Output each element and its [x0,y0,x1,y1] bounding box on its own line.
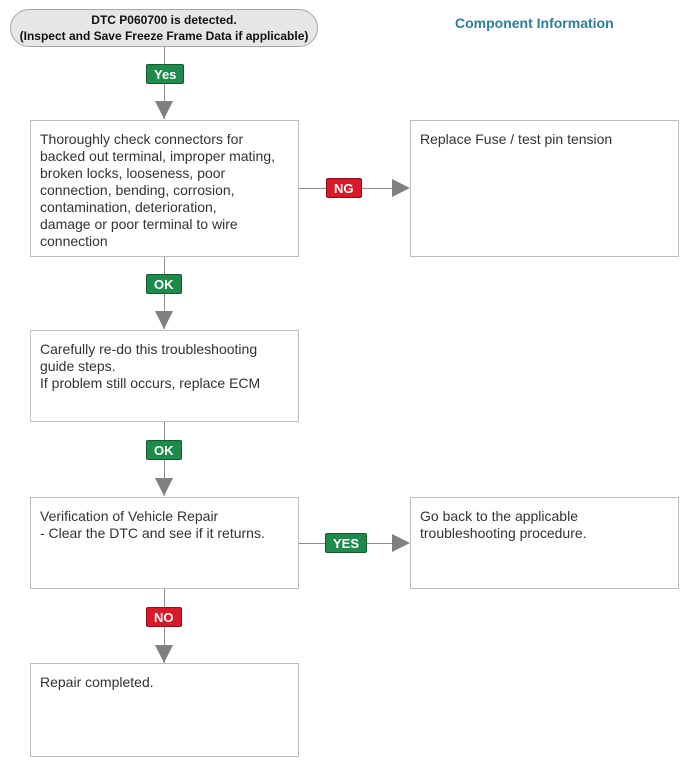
arrow-right-icon [392,534,410,552]
arrow-down-icon [155,311,173,329]
ng-badge: NG [326,178,362,198]
step-verification-of-repair: Verification of Vehicle Repair - Clear the DTC and see if it returns. [30,497,299,589]
yes-side-badge: YES [325,533,367,553]
arrow-down-icon [155,101,173,119]
start-node-title: DTC P060700 is detected. [91,13,237,27]
side-box-go-back: Go back to the applicable troubleshooting procedure. [410,497,679,589]
arrow-right-icon [392,179,410,197]
arrow-down-icon [155,478,173,496]
step-check-connectors: Thoroughly check connectors for backed out terminal, improper mating, broken locks, looseness, poor connection, bending, corrosion, contamination, deterioration, damage or poor terminal to wire connection [30,120,299,257]
step-redo-troubleshooting: Carefully re-do this troubleshooting guide steps. If problem still occurs, replace ECM [30,330,299,422]
no-badge: NO [146,607,182,627]
side-box-replace-fuse: Replace Fuse / test pin tension [410,120,679,257]
step-repair-completed: Repair completed. [30,663,299,757]
yes-badge: Yes [146,64,184,84]
ok-badge: OK [146,274,182,294]
start-node [10,9,318,47]
arrow-down-icon [155,645,173,663]
ok-badge: OK [146,440,182,460]
component-information-link[interactable]: Component Information [455,15,614,31]
start-node-subtitle: (Inspect and Save Freeze Frame Data if applicable) [19,29,309,43]
